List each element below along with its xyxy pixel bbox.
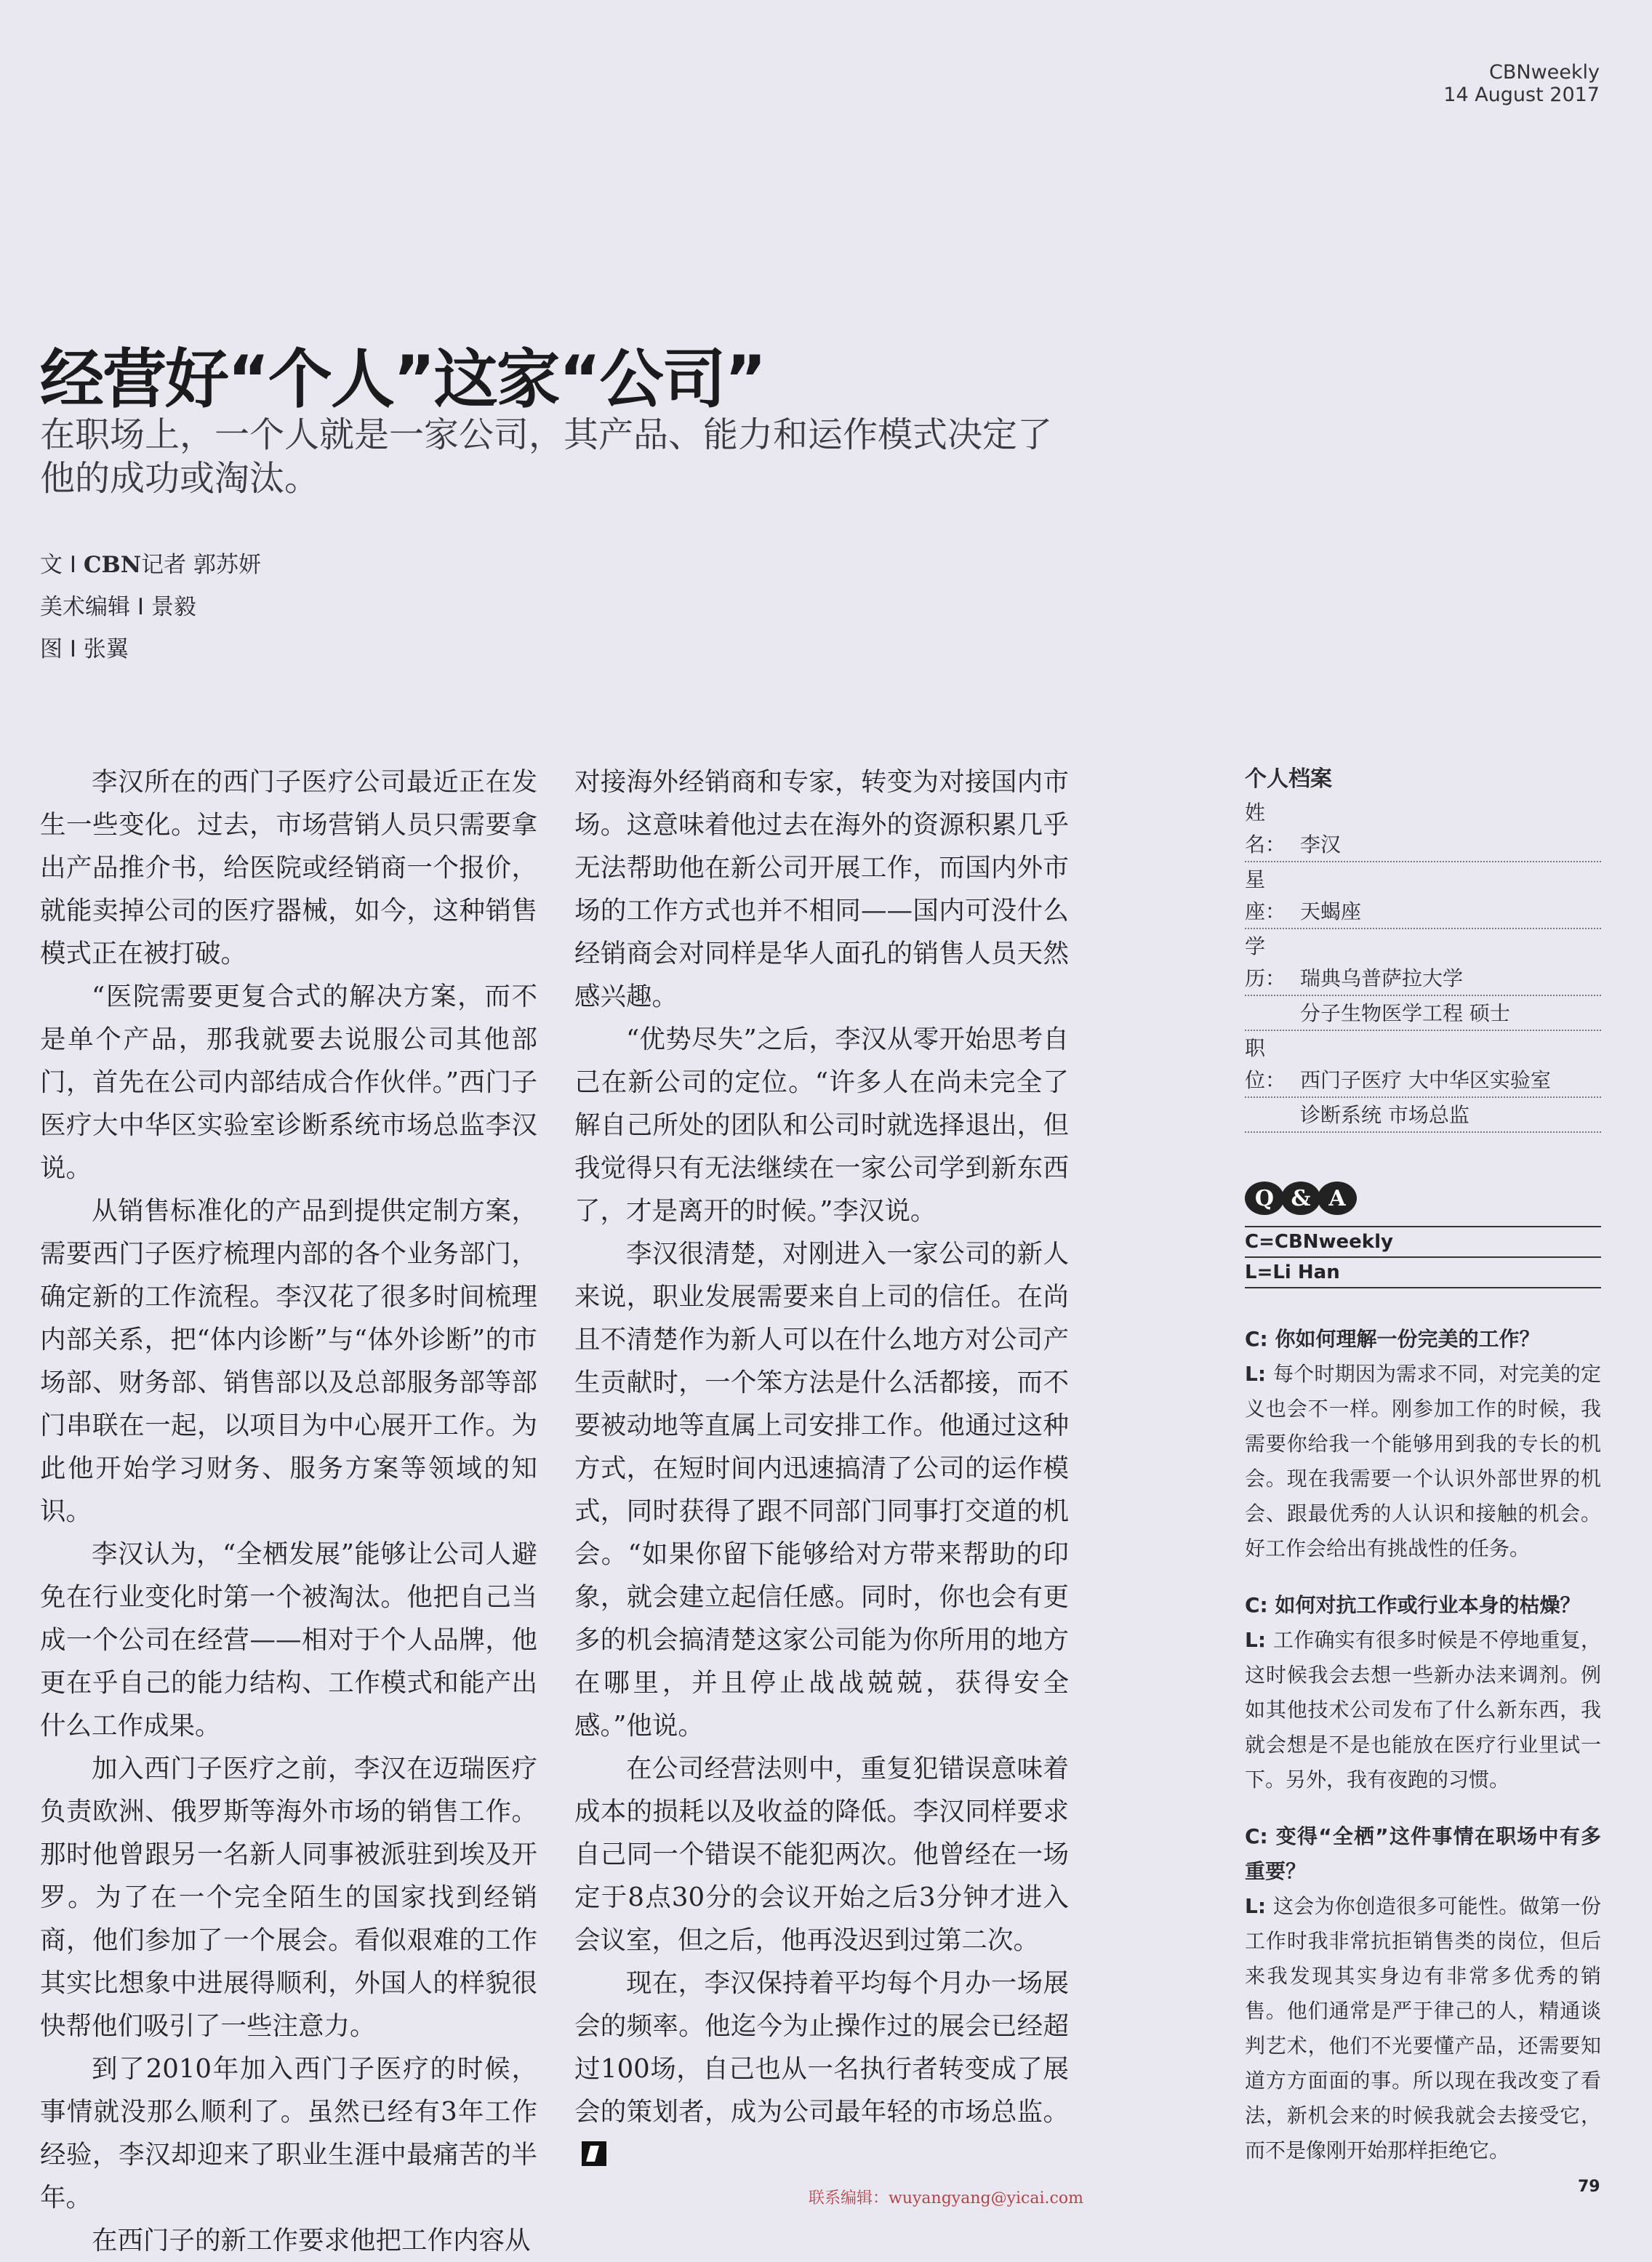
answer-text: 这会为你创造很多可能性。做第一份工作时我非常抗拒销售类的岗位，但后来我发现其实身边有非常多优秀的销售。他们通常是严于律己的人，精通谈判艺术，他们不光要懂产品，还需要知道方方面面的事。所以现在我改变了看法，新机会来的时候我就会去接受它，而不是像刚开始那样拒绝它。: [1245, 1894, 1601, 2162]
profile-name-row: [1245, 795, 1601, 862]
profile-position-row: [1245, 1031, 1601, 1098]
question-text: 如何对抗工作或行业本身的枯燥？: [1275, 1593, 1581, 1617]
qa-question: [1245, 1588, 1601, 1623]
qa-logo: [1245, 1182, 1354, 1215]
legend-c: C=CBNweekly: [1245, 1226, 1601, 1256]
question-prefix: C:: [1245, 1593, 1275, 1617]
credit-prefix: 文 I: [40, 552, 84, 578]
qa-item: [1245, 1588, 1601, 1797]
paragraph: “优势尽失”之后，李汉从零开始思考自己在新公司的定位。“许多人在尚未完全了解自己所处的团队和公司时就选择退出，但我觉得只有无法继续在一家公司学到新东西了，才是离开的时候。”李汉说。: [574, 1024, 1069, 1226]
qa-answer: [1245, 1889, 1601, 2168]
body-column-1: [40, 761, 537, 2262]
paragraph: 李汉所在的西门子医疗公司最近正在发生一些变化。过去，市场营销人员只需要拿出产品推介书，给医院或经销商一个报价，就能卖掉公司的医疗器械，如今，这种销售模式正在被打破。: [40, 767, 537, 968]
qa-legend: [1245, 1226, 1601, 1288]
question-text: 你如何理解一份完美的工作？: [1275, 1327, 1540, 1351]
value: 瑞典乌普萨拉大学: [1300, 966, 1464, 990]
label: 学历：: [1245, 934, 1286, 990]
issue-date: 14 August 2017: [1443, 84, 1600, 106]
value: 李汉: [1300, 833, 1342, 857]
end-mark-icon: [582, 2141, 606, 2166]
masthead: [1443, 61, 1600, 106]
author-name: 记者 郭苏妍: [141, 552, 261, 578]
profile-education-row: [1245, 929, 1601, 996]
answer-text: 每个时期因为需求不同，对完美的定义也会不一样。刚参加工作的时候，我需要你给我一个能够用到我的专长的机会。现在我需要一个认识外部世界的机会、跟最优秀的人认识和接触的机会。好工作会给出有挑战性的任务。: [1245, 1362, 1601, 1560]
article-subtitle: 在职场上，一个人就是一家公司，其产品、能力和运作模式决定了他的成功或淘汰。: [40, 414, 1053, 499]
editor-contact: 联系编辑：wuyangyang@yicai.com: [809, 2189, 1083, 2207]
label: 姓名：: [1245, 801, 1286, 857]
author-credit: [40, 544, 261, 586]
body-column-2: [574, 761, 1083, 2210]
answer-text: 工作确实有很多时候是不停地重复，这时候我会去想一些新办法来调剂。例如其他技术公司发布了什么新东西，我就会想是不是也能放在医疗行业里试一下。另外，我有夜跑的习惯。: [1245, 1628, 1601, 1792]
article-credits: [40, 544, 261, 670]
question-prefix: C:: [1245, 1327, 1275, 1351]
paragraph: 在公司经营法则中，重复犯错误意味着成本的损耗以及收益的降低。李汉同样要求自己同一个错误不能犯两次。他曾经在一场定于8点30分的会议开始之后3分钟才进入会议室，但之后，他再没迟到过第二次。: [574, 1754, 1069, 1955]
cbn-brand: CBN: [83, 552, 142, 578]
qa-logo-a: A: [1318, 1182, 1357, 1215]
paragraph: 从销售标准化的产品到提供定制方案，需要西门子医疗梳理内部的各个业务部门，确定新的工作流程。李汉花了很多时间梳理内部关系，把“体内诊断”与“体外诊断”的市场部、财务部、销售部以及总部服务部等部门串联在一起，以项目为中心展开工作。为此他开始学习财务、服务方案等领域的知识。: [40, 1196, 537, 1526]
paragraph: 在西门子的新工作要求他把工作内容从: [92, 2226, 531, 2255]
profile-box: [1245, 761, 1601, 1133]
value: 天蝎座: [1300, 899, 1362, 923]
qa-answer: [1245, 1357, 1601, 1566]
photo-credit: 图 I 张翼: [40, 636, 129, 662]
qa-list: [1245, 1322, 1601, 2190]
label: 职位：: [1245, 1036, 1286, 1092]
profile-sign-row: [1245, 862, 1601, 929]
label: 星座：: [1245, 867, 1286, 923]
art-editor-credit: 美术编辑 I 景毅: [40, 594, 196, 620]
legend-l: L=Li Han: [1245, 1256, 1601, 1288]
qa-answer: [1245, 1623, 1601, 1797]
paragraph: 李汉很清楚，对刚进入一家公司的新人来说，职业发展需要来自上司的信任。在尚且不清楚作为新人可以在什么地方对公司产生贡献时，一个笨方法是什么活都接，而不要被动地等直属上司安排工作。他通过这种方式，在短时间内迅速搞清了公司的运作模式，同时获得了跟不同部门同事打交道的机会。“如果你留下能够给对方带来帮助的印象，就会建立起信任感。同时，你也会有更多的机会搞清楚这家公司能为你所用的地方在哪里，并且停止战战兢兢，获得安全感。”他说。: [574, 1239, 1069, 1741]
profile-heading: 个人档案: [1245, 766, 1332, 792]
paragraph: 李汉认为，“全栖发展”能够让公司人避免在行业变化时第一个被淘汰。他把自己当成一个公司在经营——相对于个人品牌，他更在乎自己的能力结构、工作模式和能产出什么工作成果。: [40, 1539, 537, 1741]
paragraph: 到了2010年加入西门子医疗的时候，事情就没那么顺利了。虽然已经有3年工作经验，李汉却迎来了职业生涯中最痛苦的半年。: [40, 2054, 537, 2213]
question-text: 变得“全栖”这件事情在职场中有多重要？: [1245, 1824, 1601, 1883]
article-title: 经营好“个人”这家“公司”: [40, 342, 766, 417]
paragraph: “医院需要更复合式的解决方案，而不是单个产品，那我就要去说服公司其他部门，首先在公司内部结成合作伙伴。”西门子医疗大中华区实验室诊断系统市场总监李汉说。: [40, 982, 537, 1183]
paragraph-text: 现在，李汉保持着平均每个月办一场展会的频率。他迄今为止操作过的展会已经超过100场，自己也从一名执行者转变成了展会的策划者，成为公司最年轻的市场总监。: [574, 1968, 1069, 2127]
qa-item: [1245, 1322, 1601, 1566]
paragraph-continuation: 对接海外经销商和专家，转变为对接国内市场。这意味着他过去在海外的资源积累几乎无法帮助他在新公司开展工作，而国内外市场的工作方式也并不相同——国内可没什么经销商会对同样是华人面孔的销售人员天然感兴趣。: [574, 767, 1069, 1011]
qa-question: [1245, 1322, 1601, 1357]
profile-education-row-2: 分子生物医学工程 硕士: [1245, 996, 1601, 1031]
publication-name: CBNweekly: [1489, 61, 1600, 84]
answer-prefix: L:: [1245, 1894, 1273, 1918]
qa-question: [1245, 1819, 1601, 1889]
qa-logo-q: Q: [1245, 1182, 1284, 1215]
qa-logo-amp: &: [1281, 1182, 1320, 1215]
paragraph: 加入西门子医疗之前，李汉在迈瑞医疗负责欧洲、俄罗斯等海外市场的销售工作。那时他曾跟另一名新人同事被派驻到埃及开罗。为了在一个完全陌生的国家找到经销商，他们参加了一个展会。看似艰难的工作其实比想象中进展得顺利，外国人的样貌很快帮他们吸引了一些注意力。: [40, 1754, 537, 2041]
paragraph-final: [574, 1962, 1069, 2176]
profile-position-row-2: 诊断系统 市场总监: [1245, 1098, 1601, 1133]
answer-prefix: L:: [1245, 1628, 1273, 1652]
answer-prefix: L:: [1245, 1362, 1273, 1386]
qa-item: [1245, 1819, 1601, 2168]
question-prefix: C:: [1245, 1824, 1276, 1848]
page-number: 79: [1578, 2178, 1600, 2196]
value: 西门子医疗 大中华区实验室: [1300, 1068, 1551, 1092]
